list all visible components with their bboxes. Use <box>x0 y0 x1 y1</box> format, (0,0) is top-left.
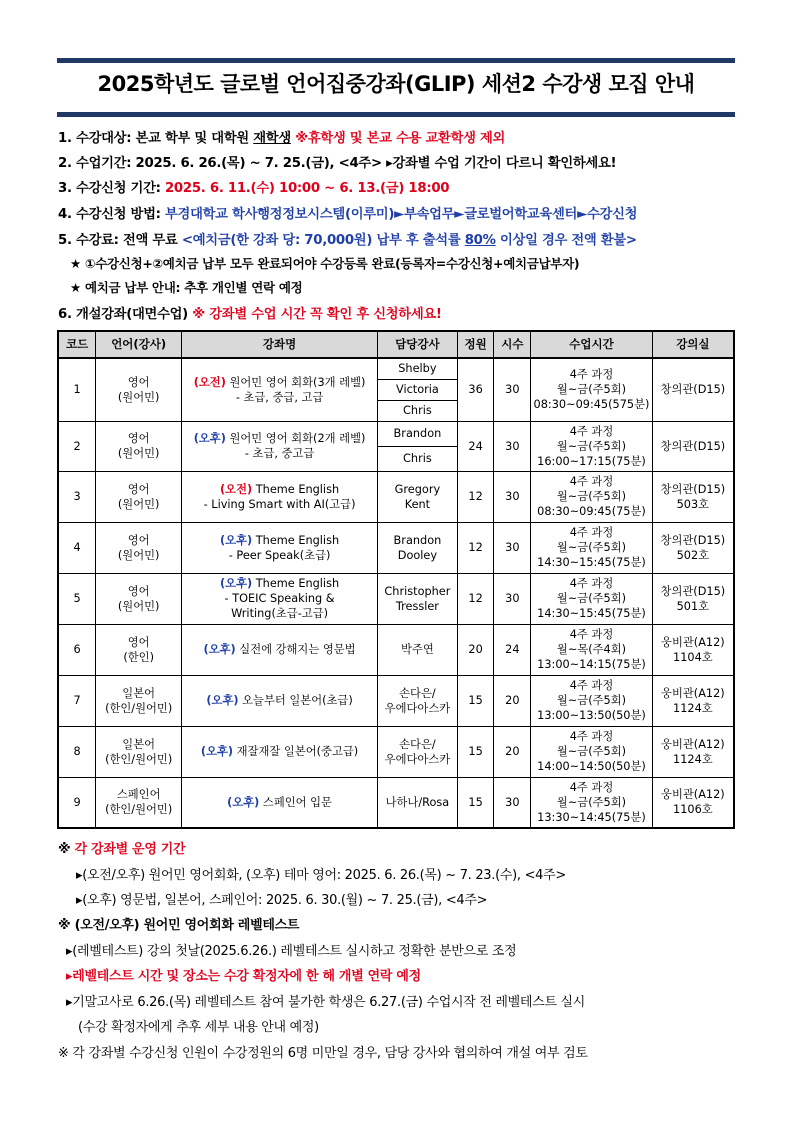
table-row <box>58 777 734 828</box>
cell-capacity: 15 <box>457 777 494 828</box>
cell-hours: 30 <box>494 358 531 421</box>
page-title: 2025학년도 글로벌 언어집중강좌(GLIP) 세션2 수강생 모집 안내 <box>97 72 695 96</box>
note-level-test-contact: ▸레벨테스트 시간 및 장소는 수강 확정자에 한 해 개별 연락 예정 <box>66 969 421 984</box>
cell-code: 6 <box>58 624 96 675</box>
cell-room: 웅비관(A12) 1104호 <box>652 624 734 675</box>
table-row <box>58 471 734 522</box>
cell-room: 창의관(D15) 501호 <box>652 573 734 624</box>
session-badge: (오전) <box>193 375 226 389</box>
session-badge: (오후) <box>193 432 226 445</box>
cell-language: 영어 (원어민) <box>96 358 182 421</box>
fee-deposit-b: 이상일 경우 전액 환불> <box>495 233 637 248</box>
cell-time: 4주 과정 월~금(주5회) 13:00~13:50(50분) <box>531 675 653 726</box>
session-badge: (오후) <box>227 795 260 809</box>
cell-course: (오후) 원어민 영어 회화(2개 레벨) - 초급, 중고급 <box>182 421 378 471</box>
cell-language: 영어 (원어민) <box>96 421 182 471</box>
cell-time: 4주 과정 월~금(주5회) 16:00~17:15(75분) <box>531 421 653 471</box>
header-time: 수업시간 <box>531 331 653 358</box>
cell-capacity: 24 <box>457 421 494 471</box>
header-room: 강의실 <box>652 331 734 358</box>
cell-room: 웅비관(A12) 1124호 <box>652 675 734 726</box>
cell-hours: 24 <box>494 624 531 675</box>
cell-instructor: 나하나/Rosa <box>378 777 458 828</box>
table-row <box>58 522 734 573</box>
cell-code: 7 <box>58 675 96 726</box>
cell-capacity: 20 <box>457 624 494 675</box>
cell-instructor: Chris <box>378 446 458 471</box>
header-hours: 시수 <box>494 331 531 358</box>
cell-course: (오후) 재잘재잘 일본어(중고급) <box>182 726 378 777</box>
courses-warning: ※ 강좌별 수업 시간 꼭 확인 후 신청하세요! <box>192 307 442 322</box>
note-level-test-exam: ▸기말고사로 6.26.(목) 레벨테스트 참여 불가한 학생은 6.27.(금) 수업시작 전 레벨테스트 실시 <box>66 995 586 1010</box>
cell-hours: 30 <box>494 777 531 828</box>
table-row <box>58 421 734 446</box>
cell-time: 4주 과정 월~금(주5회) 14:30~15:45(75분) <box>531 573 653 624</box>
cell-time: 4주 과정 월~목(주4회) 13:00~14:15(75분) <box>531 624 653 675</box>
apply-period-label: 3. 수강신청 기간: <box>58 181 165 196</box>
cell-capacity: 12 <box>457 471 494 522</box>
cell-language: 영어 (한인) <box>96 624 182 675</box>
star-note-deposit: ★ 예치금 납부 안내: 추후 개인별 연락 예정 <box>70 280 303 295</box>
cell-capacity: 36 <box>457 358 494 421</box>
table-row <box>58 624 734 675</box>
cell-capacity: 12 <box>457 522 494 573</box>
cell-code: 1 <box>58 358 96 421</box>
item-courses <box>58 303 442 322</box>
note-level-test-first-day: ▸(레벨테스트) 강의 첫날(2025.6.26.) 레벨테스트 실시하고 정확한 분반으로 조정 <box>66 944 517 959</box>
cell-time: 4주 과정 월~금(주5회) 14:00~14:50(50분) <box>531 726 653 777</box>
cell-instructor: Gregory Kent <box>378 471 458 522</box>
header-course: 강좌명 <box>182 331 378 358</box>
cell-code: 2 <box>58 421 96 471</box>
cell-capacity: 15 <box>457 675 494 726</box>
item-target-exclusion: ※휴학생 및 본교 수용 교환학생 제외 <box>290 131 506 146</box>
cell-code: 3 <box>58 471 96 522</box>
item-period: 2. 수업기간: 2025. 6. 26.(목) ~ 7. 25.(금), <4주> ▸강좌별 수업 기간이 다르니 확인하세요! <box>58 156 617 171</box>
cell-course: (오후) Theme English - Peer Speak(초급) <box>182 522 378 573</box>
table-row <box>58 358 734 379</box>
cell-course: (오후) 스페인어 입문 <box>182 777 378 828</box>
session-badge: (오후) <box>200 745 234 758</box>
courses-label: 6. 개설강좌(대면수업) <box>58 307 193 322</box>
cell-instructor: Chris <box>378 400 458 421</box>
cell-time: 4주 과정 월~금(주5회) 13:30~14:45(75분) <box>531 777 653 828</box>
table-row <box>58 675 734 726</box>
cell-language: 일본어 (한인/원어민) <box>96 726 182 777</box>
title-bottom-rule <box>57 112 735 117</box>
cell-language: 일본어 (한인/원어민) <box>96 675 182 726</box>
item-fee <box>58 229 637 248</box>
item-apply-period <box>58 177 449 196</box>
cell-instructor: Christopher Tressler <box>378 573 458 624</box>
header-code: 코드 <box>58 331 96 358</box>
cell-hours: 30 <box>494 573 531 624</box>
cell-language: 영어 (원어민) <box>96 471 182 522</box>
cell-instructor: Victoria <box>378 379 458 400</box>
session-badge: (오후) <box>220 533 253 547</box>
note-level-test-title: ※ (오전/오후) 원어민 영어회화 레벨테스트 <box>58 918 300 933</box>
cell-room: 창의관(D15) 503호 <box>652 471 734 522</box>
cell-instructor: Brandon <box>378 421 458 446</box>
note-operation-period: ※ 각 강좌별 운영 기간 <box>58 842 186 857</box>
cell-capacity: 15 <box>457 726 494 777</box>
cell-hours: 30 <box>494 522 531 573</box>
note-period-english: ▸(오전/오후) 원어민 영어회화, (오후) 테마 영어: 2025. 6. 26.(목) ~ 7. 23.(수), <4주> <box>76 868 566 883</box>
cell-hours: 30 <box>494 421 531 471</box>
cell-room: 창의관(D15) 502호 <box>652 522 734 573</box>
cell-course: (오후) Theme English - TOEIC Speaking & Writing(초급-고급) <box>182 573 378 624</box>
item-apply-method <box>58 203 637 222</box>
cell-instructor: 손다은/ 우에다아스카 <box>378 726 458 777</box>
fee-attendance-rate: 80% <box>464 233 496 248</box>
session-badge: (오전) <box>220 482 253 496</box>
cell-time: 4주 과정 월~금(주5회) 08:30~09:45(575분) <box>531 358 653 421</box>
course-table <box>57 330 735 829</box>
cell-instructor: Shelby <box>378 358 458 379</box>
table-header-row <box>58 331 734 358</box>
item-target-label: 1. 수강대상: 본교 학부 및 대학원 <box>58 131 254 146</box>
cell-capacity: 12 <box>457 573 494 624</box>
cell-hours: 20 <box>494 726 531 777</box>
cell-time: 4주 과정 월~금(주5회) 14:30~15:45(75분) <box>531 522 653 573</box>
cell-time: 4주 과정 월~금(주5회) 08:30~09:45(75분) <box>531 471 653 522</box>
cell-instructor: 손다은/ 우에다아스카 <box>378 675 458 726</box>
cell-language: 영어 (원어민) <box>96 573 182 624</box>
cell-hours: 20 <box>494 675 531 726</box>
apply-method-path: 부경대학교 학사행정정보시스템(이루미)►부속업무►글로벌어학교육센터►수강신청 <box>164 207 638 222</box>
cell-course: (오전) Theme English - Living Smart with AI(고급) <box>182 471 378 522</box>
cell-room: 창의관(D15) <box>652 358 734 421</box>
title-top-rule <box>57 58 735 63</box>
item-target-underline: 재학생 <box>253 131 291 146</box>
cell-code: 8 <box>58 726 96 777</box>
cell-course: (오후) 오늘부터 일본어(초급) <box>182 675 378 726</box>
header-language: 언어(강사) <box>96 331 182 358</box>
note-minimum-enrollment: ※ 각 강좌별 수강신청 인원이 수강정원의 6명 미만일 경우, 담당 강사와 협의하여 개설 여부 검토 <box>58 1046 588 1061</box>
star-note-registration: ★ ①수강신청+②예치금 납부 모두 완료되어야 수강등록 완료(등록자=수강신청+예치금납부자) <box>70 256 580 271</box>
fee-deposit-a: <예치금(한 강좌 당: 70,000원) 납부 후 출석률 <box>181 233 465 248</box>
header-capacity: 정원 <box>457 331 494 358</box>
cell-course: (오후) 실전에 강해지는 영문법 <box>182 624 378 675</box>
fee-label: 5. 수강료: 전액 무료 <box>58 233 182 248</box>
cell-language: 스페인어 (한인/원어민) <box>96 777 182 828</box>
cell-room: 웅비관(A12) 1124호 <box>652 726 734 777</box>
cell-code: 9 <box>58 777 96 828</box>
table-row <box>58 726 734 777</box>
cell-instructor: 박주연 <box>378 624 458 675</box>
cell-code: 4 <box>58 522 96 573</box>
cell-code: 5 <box>58 573 96 624</box>
cell-hours: 30 <box>494 471 531 522</box>
apply-method-label: 4. 수강신청 방법: <box>58 207 165 222</box>
cell-room: 웅비관(A12) 1106호 <box>652 777 734 828</box>
cell-instructor: Brandon Dooley <box>378 522 458 573</box>
cell-language: 영어 (원어민) <box>96 522 182 573</box>
table-row <box>58 573 734 624</box>
item-target <box>58 127 505 146</box>
cell-course: (오전) 원어민 영어 회화(3개 레벨) - 초급, 중급, 고급 <box>182 358 378 421</box>
cell-room: 창의관(D15) <box>652 421 734 471</box>
header-instructor: 담당강사 <box>378 331 458 358</box>
apply-period-dates: 2025. 6. 11.(수) 10:00 ~ 6. 13.(금) 18:00 <box>164 181 450 196</box>
note-period-others: ▸(오후) 영문법, 일본어, 스페인어: 2025. 6. 30.(월) ~ 7. 25.(금), <4주> <box>76 893 488 908</box>
session-badge: (오후) <box>203 643 236 656</box>
session-badge: (오후) <box>206 694 239 707</box>
session-badge: (오후) <box>220 577 253 590</box>
note-level-test-detail: (수강 확정자에게 추후 세부 내용 안내 예정) <box>78 1020 319 1035</box>
